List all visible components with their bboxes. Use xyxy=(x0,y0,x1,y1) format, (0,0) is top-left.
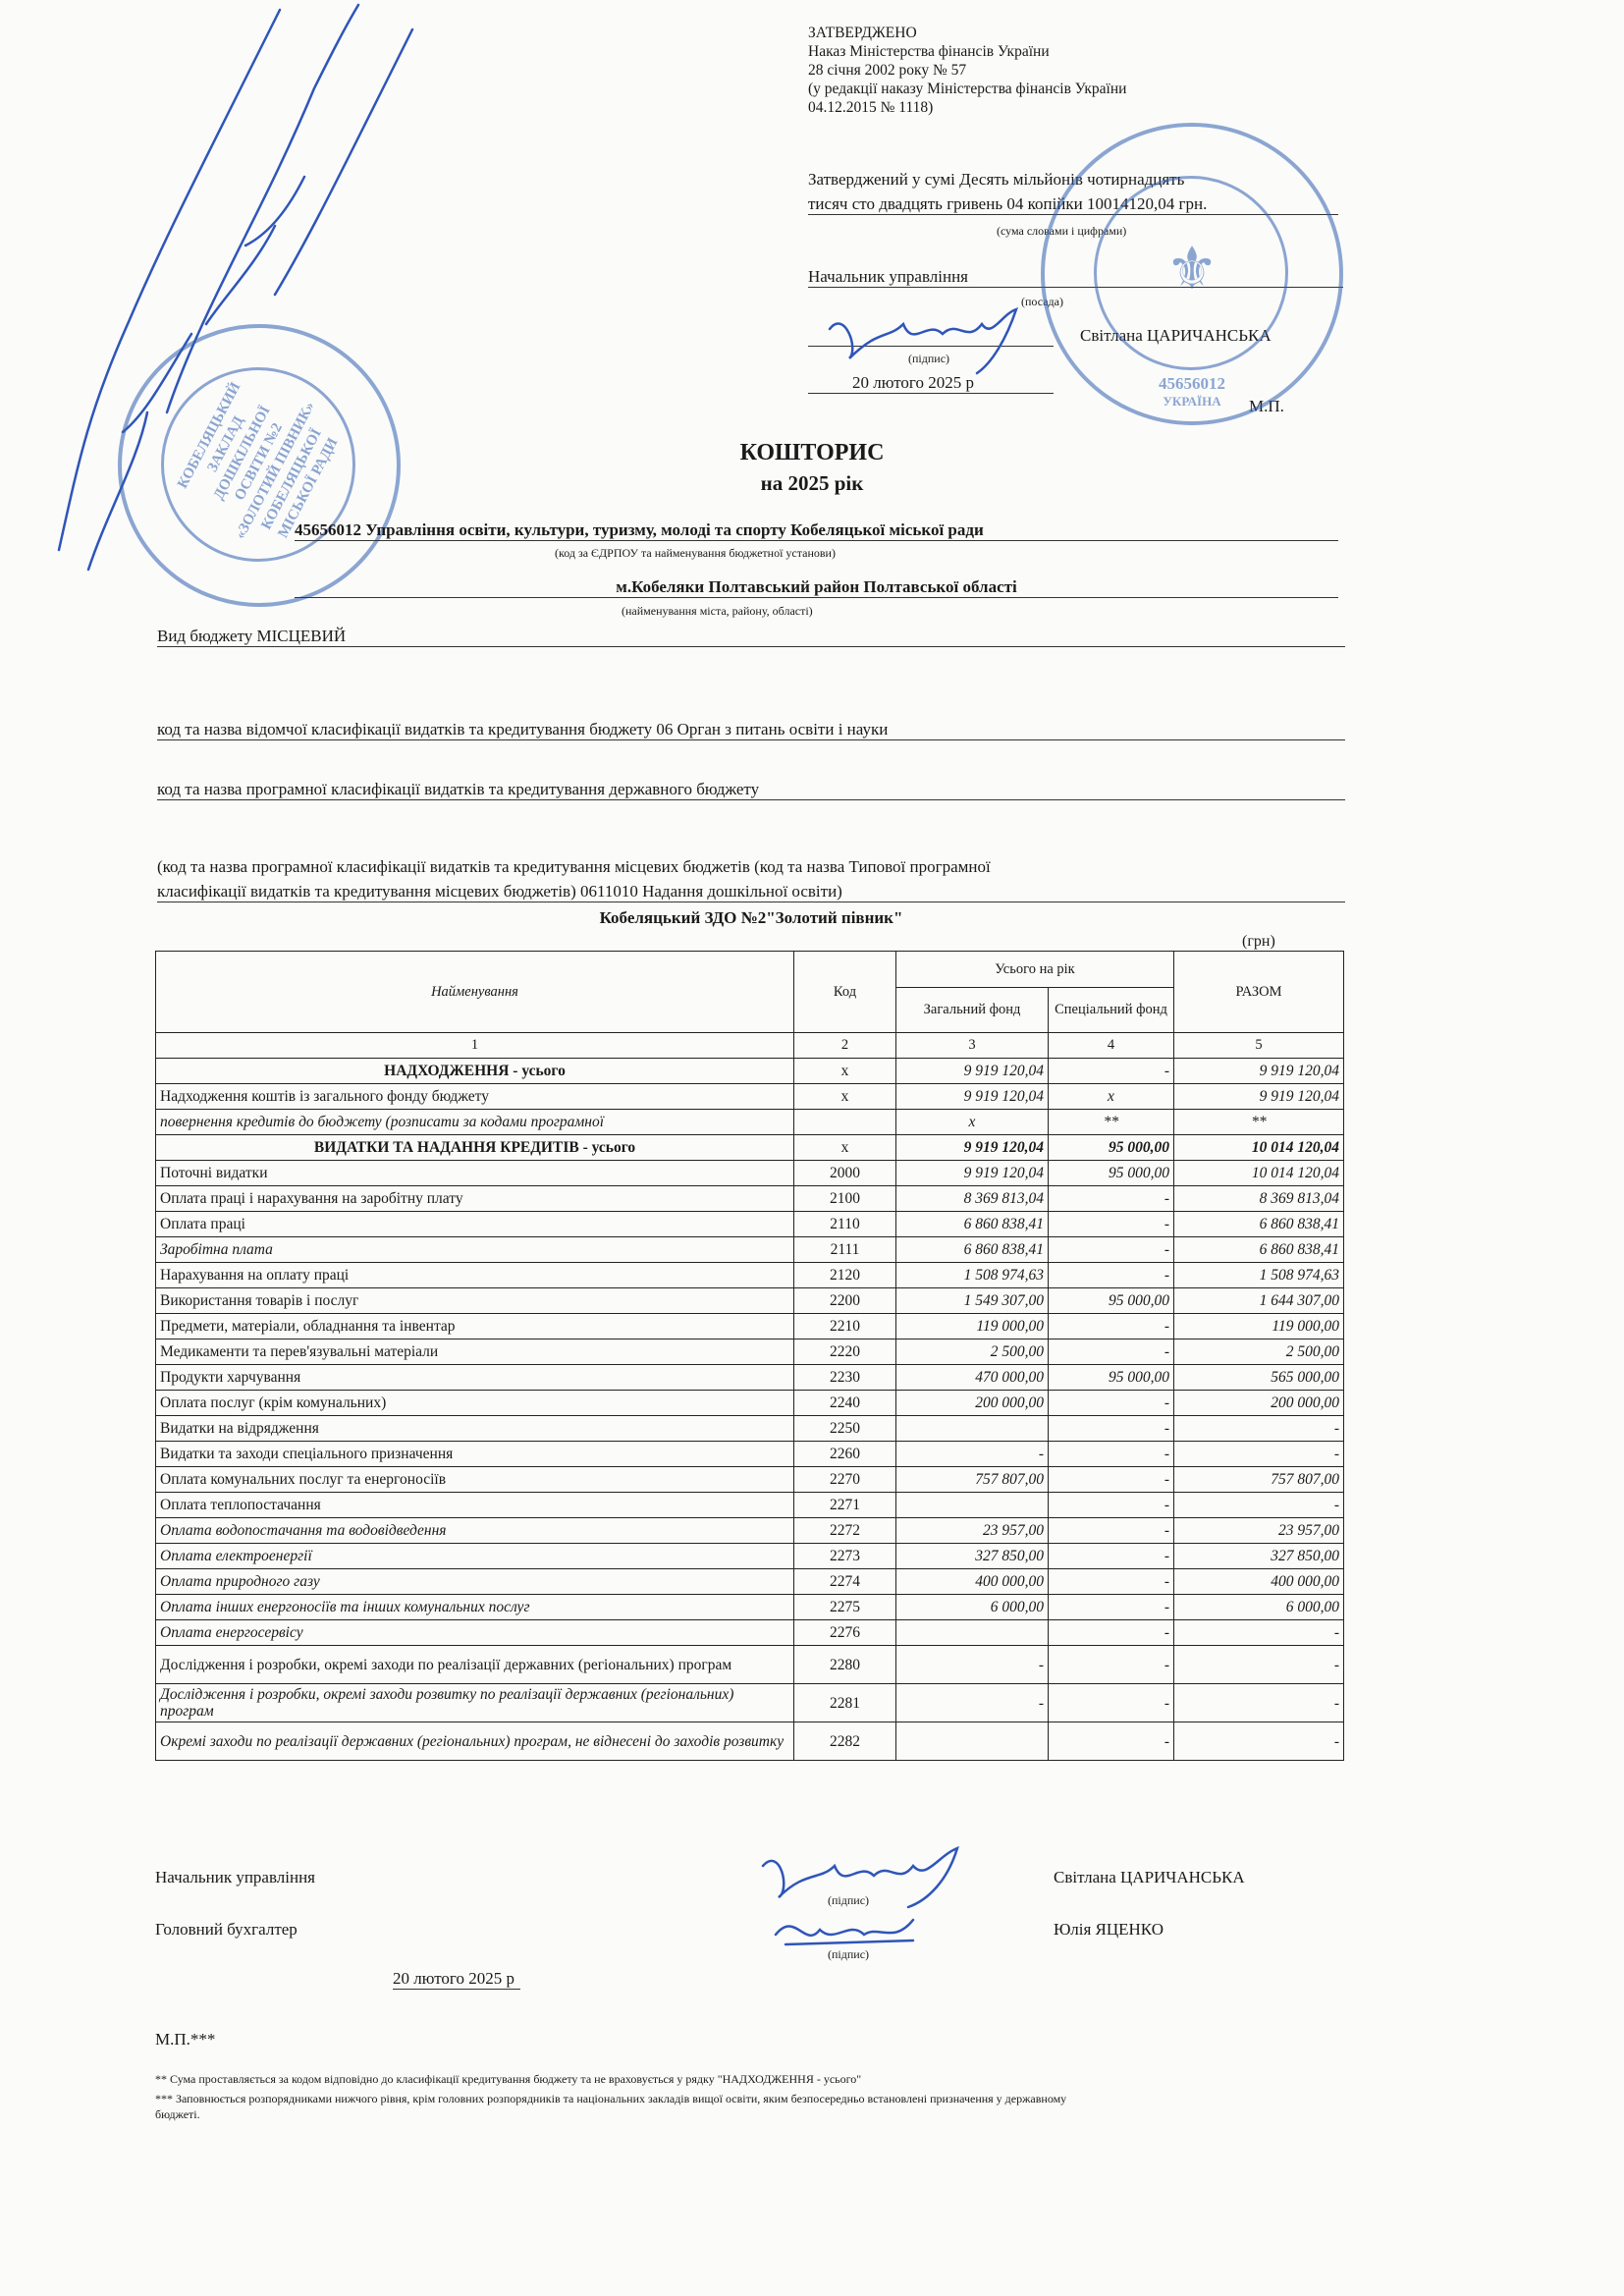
footer-accountant-sign-caption: (підпис) xyxy=(828,1947,870,1961)
row-total: - xyxy=(1174,1646,1344,1684)
row-total: 200 000,00 xyxy=(1174,1391,1344,1416)
row-name: Дослідження і розробки, окремі заходи розвитку по реалізації державних (регіональних) програм xyxy=(156,1684,794,1722)
row-special-fund: - xyxy=(1049,1646,1174,1684)
row-code: 2210 xyxy=(794,1314,896,1339)
approved-sum-line1: Затверджений у сумі Десять мільйонів чотирнадцять xyxy=(808,170,1185,189)
table-row xyxy=(156,1416,1344,1442)
institution-caption: (код за ЄДРПОУ та найменування бюджетної установи) xyxy=(555,546,836,560)
row-general-fund: 23 957,00 xyxy=(896,1518,1049,1544)
row-general-fund: 757 807,00 xyxy=(896,1467,1049,1493)
row-total: 6 860 838,41 xyxy=(1174,1212,1344,1237)
row-code: 2250 xyxy=(794,1416,896,1442)
department-stamp-code: 45656012 xyxy=(1159,374,1225,393)
row-code: 2260 xyxy=(794,1442,896,1467)
row-total: 1 508 974,63 xyxy=(1174,1263,1344,1288)
row-general-fund xyxy=(896,1416,1049,1442)
row-special-fund: - xyxy=(1049,1391,1174,1416)
row-general-fund: 1 549 307,00 xyxy=(896,1288,1049,1314)
row-special-fund: - xyxy=(1049,1442,1174,1467)
approval-revision: (у редакції наказу Міністерства фінансів України xyxy=(808,81,1127,97)
approval-revision-date: 04.12.2015 № 1118) xyxy=(808,99,934,116)
row-name: Оплата електроенергії xyxy=(156,1544,794,1569)
footer-mp: М.П.*** xyxy=(155,2030,216,2049)
budget-table xyxy=(155,951,1344,1761)
footer-head-position: Начальник управління xyxy=(155,1868,315,1886)
table-row xyxy=(156,1684,1344,1722)
row-code: 2110 xyxy=(794,1212,896,1237)
currency-label: (грн) xyxy=(1242,933,1275,950)
footer-date: 20 лютого 2025 р xyxy=(393,1969,520,1990)
row-code: 2275 xyxy=(794,1595,896,1620)
approver-position: Начальник управління xyxy=(808,267,1343,288)
accountant-signature xyxy=(766,1905,933,1954)
row-code: 2273 xyxy=(794,1544,896,1569)
row-general-fund: - xyxy=(896,1442,1049,1467)
footer-accountant-name: Юлія ЯЦЕНКО xyxy=(1054,1920,1164,1939)
row-total: 6 860 838,41 xyxy=(1174,1237,1344,1263)
row-general-fund xyxy=(896,1493,1049,1518)
row-special-fund: - xyxy=(1049,1544,1174,1569)
approver-sign-caption: (підпис) xyxy=(908,352,950,365)
row-general-fund: - xyxy=(896,1646,1049,1684)
row-general-fund: 470 000,00 xyxy=(896,1365,1049,1391)
row-total: 23 957,00 xyxy=(1174,1518,1344,1544)
row-total: 9 919 120,04 xyxy=(1174,1084,1344,1110)
row-general-fund: 6 860 838,41 xyxy=(896,1237,1049,1263)
row-name: Оплата праці xyxy=(156,1212,794,1237)
row-general-fund: 6 000,00 xyxy=(896,1595,1049,1620)
row-special-fund: - xyxy=(1049,1237,1174,1263)
header-year: Усього на рік xyxy=(896,952,1174,988)
row-name: Дослідження і розробки, окремі заходи по реалізації державних (регіональних) програм xyxy=(156,1646,794,1684)
row-code: 2271 xyxy=(794,1493,896,1518)
row-special-fund: - xyxy=(1049,1314,1174,1339)
budget-type: Вид бюджету МІСЦЕВИЙ xyxy=(157,627,1345,647)
approval-date: 20 лютого 2025 р xyxy=(808,373,1054,394)
row-code: х xyxy=(794,1135,896,1161)
row-general-fund: 200 000,00 xyxy=(896,1391,1049,1416)
approval-mp: М.П. xyxy=(1249,397,1284,415)
row-name: Предмети, матеріали, обладнання та інвентар xyxy=(156,1314,794,1339)
table-row xyxy=(156,1365,1344,1391)
table-row xyxy=(156,1722,1344,1761)
row-special-fund: - xyxy=(1049,1620,1174,1646)
row-code: х xyxy=(794,1059,896,1084)
row-special-fund: ** xyxy=(1049,1110,1174,1135)
row-special-fund: - xyxy=(1049,1467,1174,1493)
approval-block xyxy=(808,24,1358,117)
row-special-fund: - xyxy=(1049,1722,1174,1761)
row-special-fund: - xyxy=(1049,1059,1174,1084)
trident-icon: ⚜ xyxy=(1165,237,1218,301)
row-general-fund: 9 919 120,04 xyxy=(896,1059,1049,1084)
row-name: Оплата послуг (крім комунальних) xyxy=(156,1391,794,1416)
row-special-fund: - xyxy=(1049,1263,1174,1288)
row-general-fund xyxy=(896,1722,1049,1761)
table-row xyxy=(156,1059,1344,1084)
row-name: НАДХОДЖЕННЯ - усього xyxy=(156,1059,794,1084)
row-total: - xyxy=(1174,1442,1344,1467)
header-total: РАЗОМ xyxy=(1174,952,1344,1033)
row-code: 2100 xyxy=(794,1186,896,1212)
row-total: - xyxy=(1174,1722,1344,1761)
approval-order: Наказ Міністерства фінансів України xyxy=(808,43,1050,60)
row-total: 400 000,00 xyxy=(1174,1569,1344,1595)
table-row xyxy=(156,1186,1344,1212)
department-classification: код та назва відомчої класифікації видатків та кредитування бюджету 06 Орган з питань освіти і науки xyxy=(157,720,1345,740)
header-col-number: 5 xyxy=(1174,1033,1344,1059)
row-general-fund: 9 919 120,04 xyxy=(896,1084,1049,1110)
row-special-fund: - xyxy=(1049,1493,1174,1518)
row-name: Оплата теплопостачання xyxy=(156,1493,794,1518)
header-col-number: 3 xyxy=(896,1033,1049,1059)
row-code: 2200 xyxy=(794,1288,896,1314)
row-special-fund: - xyxy=(1049,1186,1174,1212)
row-code: 2220 xyxy=(794,1339,896,1365)
row-general-fund: - xyxy=(896,1684,1049,1722)
row-code: 2230 xyxy=(794,1365,896,1391)
footnote-2: *** Заповнюється розпорядниками нижчого рівня, крім головних розпорядників та національних закладів вищої освіти, яким безпосередньо встановлені призначення у державному xyxy=(155,2092,1067,2105)
row-name: Оплата водопостачання та водовідведення xyxy=(156,1518,794,1544)
city-caption: (найменування міста, району, області) xyxy=(622,604,813,618)
row-code: 2000 xyxy=(794,1161,896,1186)
row-general-fund: 119 000,00 xyxy=(896,1314,1049,1339)
row-name: Видатки та заходи спеціального призначення xyxy=(156,1442,794,1467)
row-code: 2276 xyxy=(794,1620,896,1646)
row-general-fund: 2 500,00 xyxy=(896,1339,1049,1365)
approver-position-caption: (посада) xyxy=(1021,295,1063,308)
row-general-fund: 327 850,00 xyxy=(896,1544,1049,1569)
row-special-fund: - xyxy=(1049,1212,1174,1237)
row-total: 1 644 307,00 xyxy=(1174,1288,1344,1314)
approver-signature xyxy=(820,290,1036,378)
row-name: Використання товарів і послуг xyxy=(156,1288,794,1314)
head-signature xyxy=(751,1836,977,1910)
row-total: 2 500,00 xyxy=(1174,1339,1344,1365)
row-special-fund: - xyxy=(1049,1339,1174,1365)
row-code: 2120 xyxy=(794,1263,896,1288)
table-row xyxy=(156,1544,1344,1569)
table-row xyxy=(156,1569,1344,1595)
header-col-number: 1 xyxy=(156,1033,794,1059)
row-special-fund: х xyxy=(1049,1084,1174,1110)
table-row xyxy=(156,1161,1344,1186)
footnote-3: бюджеті. xyxy=(155,2107,200,2121)
institution-name: 45656012 Управління освіти, культури, туризму, молоді та спорту Кобеляцької міської ради xyxy=(295,520,1338,541)
table-row xyxy=(156,1288,1344,1314)
row-name: Оплата інших енергоносіїв та інших комунальних послуг xyxy=(156,1595,794,1620)
row-name: Поточні видатки xyxy=(156,1161,794,1186)
city-name: м.Кобеляки Полтавський район Полтавської області xyxy=(295,577,1338,598)
row-name: Продукти харчування xyxy=(156,1365,794,1391)
row-total: - xyxy=(1174,1684,1344,1722)
table-row xyxy=(156,1467,1344,1493)
row-code xyxy=(794,1110,896,1135)
document-subtitle: на 2025 рік xyxy=(760,471,864,495)
footer-head-name: Світлана ЦАРИЧАНСЬКА xyxy=(1054,1868,1245,1886)
row-total: 6 000,00 xyxy=(1174,1595,1344,1620)
row-general-fund: х xyxy=(896,1110,1049,1135)
table-row xyxy=(156,1518,1344,1544)
row-total: 10 014 120,04 xyxy=(1174,1135,1344,1161)
row-name: Видатки на відрядження xyxy=(156,1416,794,1442)
row-name: Оплата праці і нарахування на заробітну плату xyxy=(156,1186,794,1212)
header-special-fund: Спеціальний фонд xyxy=(1049,988,1174,1033)
row-total: 327 850,00 xyxy=(1174,1544,1344,1569)
approved-sum-line2: тисяч сто двадцять гривень 04 копійки 10014120,04 грн. xyxy=(808,194,1338,215)
row-name: Заробітна плата xyxy=(156,1237,794,1263)
table-row xyxy=(156,1620,1344,1646)
row-code: 2240 xyxy=(794,1391,896,1416)
row-special-fund: - xyxy=(1049,1684,1174,1722)
local-classification-line2: класифікації видатків та кредитування місцевих бюджетів) 0611010 Надання дошкільної освіти) xyxy=(157,882,1345,902)
table-row xyxy=(156,1646,1344,1684)
institution-stamp-text: КОБЕЛЯЦЬКИЙ ЗАКЛАД ДОШКІЛЬНОЇ ОСВІТИ №2 «ЗОЛОТИЙ ПІВНИК» КОБЕЛЯЦЬКОЇ МІСЬКОЇ РАДИ xyxy=(175,379,342,542)
header-name: Найменування xyxy=(156,952,794,1033)
row-name: повернення кредитів до бюджету (розписати за кодами програмної xyxy=(156,1110,794,1135)
row-special-fund: 95 000,00 xyxy=(1049,1365,1174,1391)
row-special-fund: - xyxy=(1049,1416,1174,1442)
row-general-fund: 9 919 120,04 xyxy=(896,1135,1049,1161)
row-total: ** xyxy=(1174,1110,1344,1135)
row-special-fund: - xyxy=(1049,1595,1174,1620)
footer-head-sign-caption: (підпис) xyxy=(828,1893,870,1907)
department-stamp xyxy=(1041,123,1343,425)
row-code: 2272 xyxy=(794,1518,896,1544)
row-name: Оплата комунальних послуг та енергоносіїв xyxy=(156,1467,794,1493)
table-row xyxy=(156,1110,1344,1135)
approver-name: Світлана ЦАРИЧАНСЬКА xyxy=(1080,326,1272,345)
table-row xyxy=(156,1135,1344,1161)
row-special-fund: 95 000,00 xyxy=(1049,1161,1174,1186)
row-name: Надходження коштів із загального фонду бюджету xyxy=(156,1084,794,1110)
row-general-fund: 1 508 974,63 xyxy=(896,1263,1049,1288)
row-general-fund: 400 000,00 xyxy=(896,1569,1049,1595)
row-total: 119 000,00 xyxy=(1174,1314,1344,1339)
row-code: 2274 xyxy=(794,1569,896,1595)
row-total: 10 014 120,04 xyxy=(1174,1161,1344,1186)
row-code: 2270 xyxy=(794,1467,896,1493)
header-col-number: 2 xyxy=(794,1033,896,1059)
table-row xyxy=(156,1237,1344,1263)
table-row xyxy=(156,1391,1344,1416)
row-general-fund: 6 860 838,41 xyxy=(896,1212,1049,1237)
unit-name: Кобеляцький ЗДО №2"Золотий півник" xyxy=(599,908,903,927)
table-row xyxy=(156,1263,1344,1288)
table-row xyxy=(156,1339,1344,1365)
row-total: 8 369 813,04 xyxy=(1174,1186,1344,1212)
row-code: 2111 xyxy=(794,1237,896,1263)
department-stamp-country: УКРАЇНА xyxy=(1163,394,1221,409)
row-total: 757 807,00 xyxy=(1174,1467,1344,1493)
header-general-fund: Загальний фонд xyxy=(896,988,1049,1033)
footnote-1: ** Сума проставляється за кодом відповідно до класифікації кредитування бюджету та не враховується у рядку "НАДХОДЖЕННЯ - усього" xyxy=(155,2072,862,2086)
header-code: Код xyxy=(794,952,896,1033)
footer-accountant-position: Головний бухгалтер xyxy=(155,1920,298,1939)
document-title: КОШТОРИС xyxy=(739,440,885,465)
row-total: - xyxy=(1174,1620,1344,1646)
row-code: х xyxy=(794,1084,896,1110)
row-name: Медикаменти та перев'язувальні матеріали xyxy=(156,1339,794,1365)
approval-order-date: 28 січня 2002 року № 57 xyxy=(808,62,967,79)
row-name: ВИДАТКИ ТА НАДАННЯ КРЕДИТІВ - усього xyxy=(156,1135,794,1161)
row-name: Оплата енергосервісу xyxy=(156,1620,794,1646)
local-classification-line1: (код та назва програмної класифікації видатків та кредитування місцевих бюджетів (код та назва Типової програмної xyxy=(157,857,991,876)
approved-sum-caption: (сума словами і цифрами) xyxy=(997,224,1127,238)
row-special-fund: - xyxy=(1049,1518,1174,1544)
table-row xyxy=(156,1212,1344,1237)
table-row xyxy=(156,1493,1344,1518)
row-total: 9 919 120,04 xyxy=(1174,1059,1344,1084)
row-general-fund: 8 369 813,04 xyxy=(896,1186,1049,1212)
table-row xyxy=(156,1442,1344,1467)
row-general-fund xyxy=(896,1620,1049,1646)
row-code: 2280 xyxy=(794,1646,896,1684)
row-total: 565 000,00 xyxy=(1174,1365,1344,1391)
row-general-fund: 9 919 120,04 xyxy=(896,1161,1049,1186)
row-name: Оплата природного газу xyxy=(156,1569,794,1595)
header-col-number: 4 xyxy=(1049,1033,1174,1059)
row-code: 2281 xyxy=(794,1684,896,1722)
row-special-fund: - xyxy=(1049,1569,1174,1595)
table-row xyxy=(156,1314,1344,1339)
row-special-fund: 95 000,00 xyxy=(1049,1288,1174,1314)
row-total: - xyxy=(1174,1493,1344,1518)
row-special-fund: 95 000,00 xyxy=(1049,1135,1174,1161)
row-name: Нарахування на оплату праці xyxy=(156,1263,794,1288)
row-name: Окремі заходи по реалізації державних (регіональних) програм, не віднесені до заходів розвитку xyxy=(156,1722,794,1761)
table-row xyxy=(156,1595,1344,1620)
row-code: 2282 xyxy=(794,1722,896,1761)
approval-heading: ЗАТВЕРДЖЕНО xyxy=(808,25,917,41)
table-row xyxy=(156,1084,1344,1110)
row-total: - xyxy=(1174,1416,1344,1442)
program-classification: код та назва програмної класифікації видатків та кредитування державного бюджету xyxy=(157,780,1345,800)
